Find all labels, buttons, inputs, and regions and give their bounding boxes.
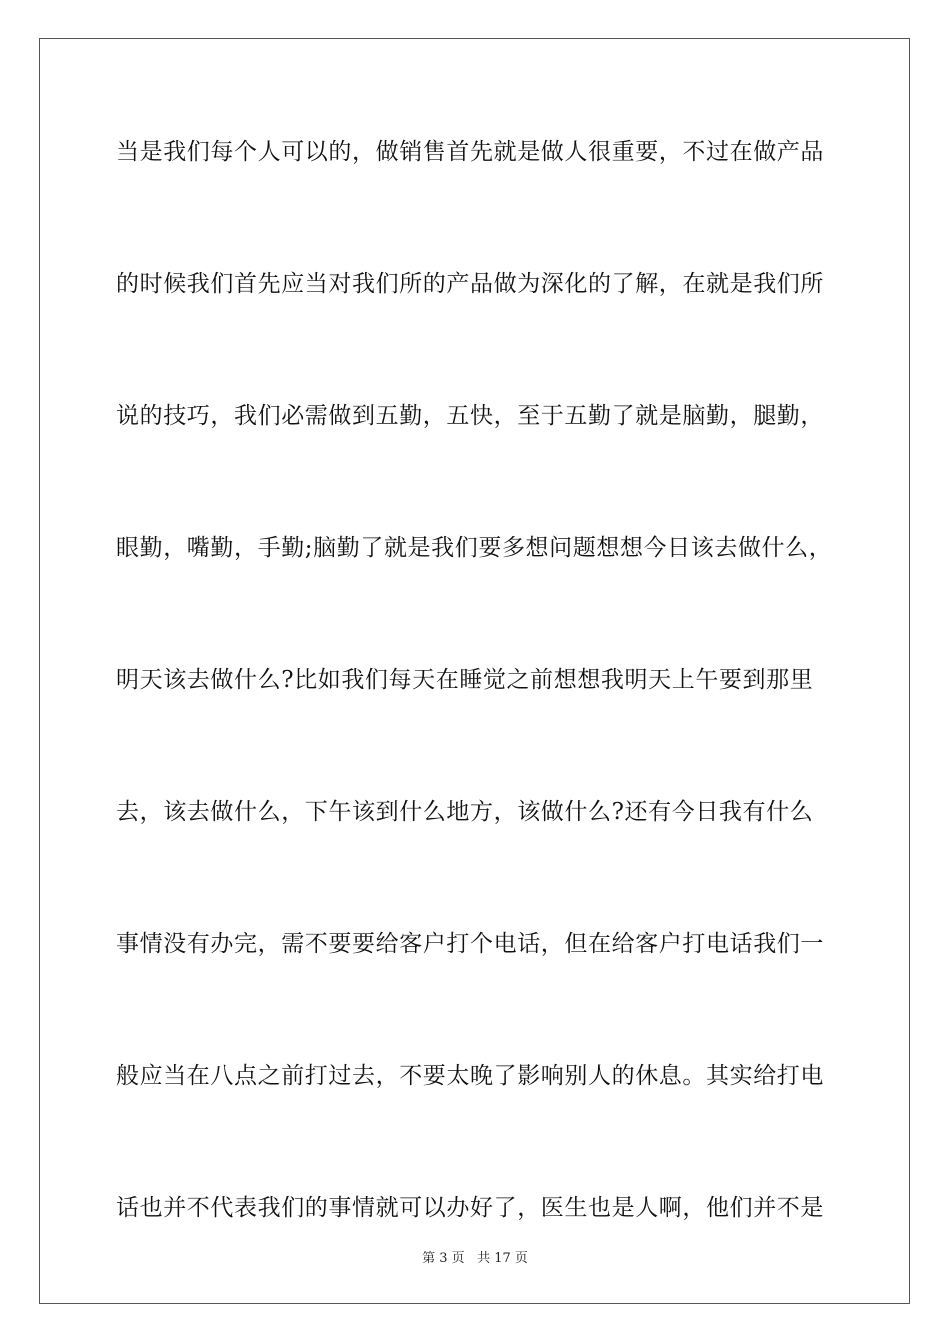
total-pages: 共 17 页 (477, 1251, 528, 1266)
text-line: 明天该去做什么?比如我们每天在睡觉之前想想我明天上午要到那里 (116, 667, 814, 693)
text-line: 事情没有办完，需不要要给客户打个电话，但在给客户打电话我们一 (116, 931, 824, 957)
text-line: 当是我们每个人可以的，做销售首先就是做人很重要，不过在做产品 (116, 139, 824, 165)
text-line: 眼勤，嘴勤，手勤;脑勤了就是我们要多想问题想想今日该去做什么， (116, 535, 833, 561)
text-line: 的时候我们首先应当对我们所的产品做为深化的了解，在就是我们所 (116, 271, 824, 297)
page-footer (0, 1247, 950, 1266)
page-number: 第 3 页 (422, 1251, 465, 1266)
text-line: 话也并不代表我们的事情就可以办好了，医生也是人啊，他们并不是 (116, 1195, 824, 1221)
text-line: 般应当在八点之前打过去，不要太晚了影响别人的休息。其实给打电 (116, 1063, 824, 1089)
body-text (116, 132, 836, 1320)
text-line: 去，该去做什么，下午该到什么地方，该做什么?还有今日我有什么 (116, 799, 814, 825)
text-line: 说的技巧，我们必需做到五勤，五快，至于五勤了就是脑勤，腿勤， (116, 403, 824, 429)
